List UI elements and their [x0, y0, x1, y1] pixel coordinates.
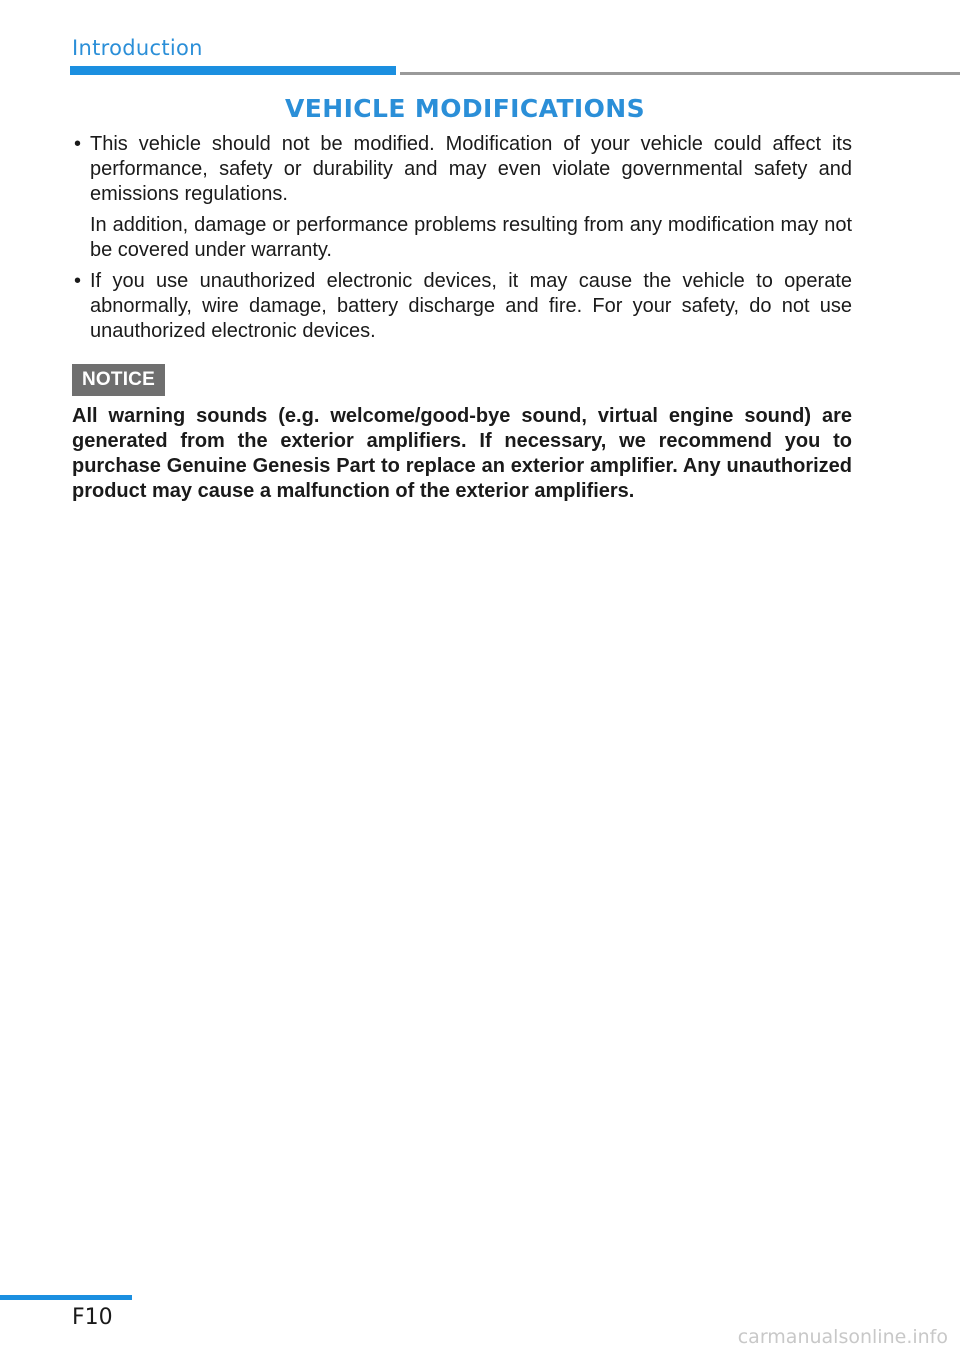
bullet-paragraph: In addition, damage or performance problems resulting from any modification may not be covered under warranty.	[90, 214, 852, 261]
bullet-list	[72, 132, 852, 350]
footer-rule-accent	[0, 1295, 132, 1300]
list-item	[72, 269, 852, 344]
bullet-mark: •	[74, 270, 82, 292]
bullet-mark: •	[74, 133, 82, 155]
bullet-paragraph: This vehicle should not be modified. Modification of your vehicle could affect its performance, safety or durability and may even violate governmental safety and emissions regulations.	[90, 133, 852, 205]
header-rule-accent	[70, 66, 396, 75]
section-label: Introduction	[72, 36, 203, 60]
page-number: F10	[72, 1305, 113, 1330]
list-item	[72, 132, 852, 263]
page-title: VEHICLE MODIFICATIONS	[285, 94, 645, 123]
bullet-paragraph: If you use unauthorized electronic devices, it may cause the vehicle to operate abnormally, wire damage, battery discharge and fire. For your safety, do not use unauthorized electronic devices.	[90, 270, 852, 342]
notice-text: All warning sounds (e.g. welcome/good-bye sound, virtual engine sound) are generated from the exterior amplifiers. If necessary, we recommend you to purchase Genuine Genesis Part to replace an exterior amplifier. Any unauthorized product may cause a malfunction of the exterior amplifiers.	[72, 405, 852, 502]
watermark: carmanualsonline.info	[737, 1326, 948, 1348]
header-rule	[400, 72, 960, 75]
notice-badge: NOTICE	[72, 364, 165, 396]
